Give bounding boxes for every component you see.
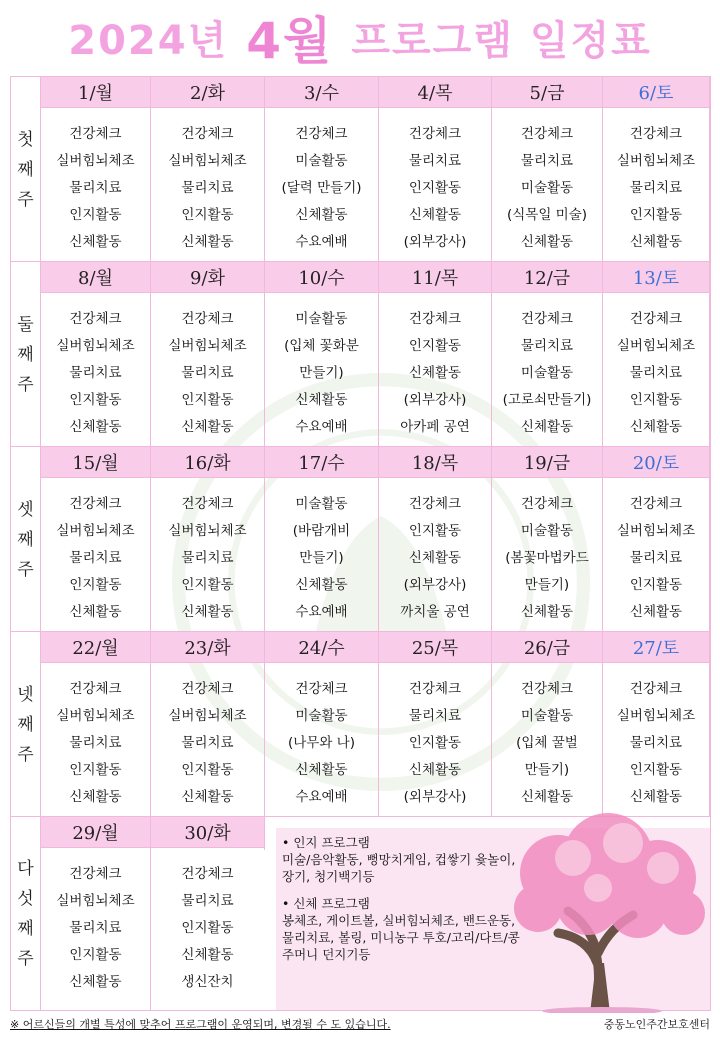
activity-item: (외부강사) xyxy=(403,234,467,250)
day-header: 11/목 xyxy=(379,262,491,293)
activity-item: 까치울 공연 xyxy=(400,604,470,620)
activity-item: 수요예배 xyxy=(295,234,348,250)
day-header: 1/월 xyxy=(41,77,150,108)
activity-item: 인지활동 xyxy=(629,392,683,408)
activity-item: (봄꽃마법카드 xyxy=(505,550,589,566)
day-cell xyxy=(603,77,710,262)
activity-item: 인지활동 xyxy=(181,577,234,593)
week-label-char: 첫 xyxy=(17,129,34,150)
title-year: 2024년 xyxy=(68,17,229,64)
physical-program-list: 봉체조, 게이트볼, 실버힘뇌체조, 밴드운동, 물리치료, 볼링, 미니농구 투호/고리/다트/콩주머니 던지기등 xyxy=(282,913,520,962)
activity-item: 인지활동 xyxy=(408,338,462,354)
activity-item: 신체활동 xyxy=(181,604,234,620)
activity-list xyxy=(492,293,602,441)
activity-item: 건강체크 xyxy=(629,126,683,142)
activity-item: 건강체크 xyxy=(629,311,683,327)
activity-item: 건강체크 xyxy=(181,866,234,882)
activity-item: (외부강사) xyxy=(403,789,467,805)
activity-item: 건강체크 xyxy=(69,311,122,327)
week-label xyxy=(11,77,41,262)
activity-item: 신체활동 xyxy=(520,604,574,620)
day-header: 3/수 xyxy=(265,77,378,108)
activity-item: 건강체크 xyxy=(181,311,234,327)
title-month: 4월 xyxy=(246,12,334,70)
activity-item: 실버힘뇌체조 xyxy=(616,338,696,354)
day-header: 15/월 xyxy=(41,447,150,478)
activity-item: 건강체크 xyxy=(69,681,122,697)
activity-item: 미술활동 xyxy=(520,708,574,724)
activity-item: (식목일 미술) xyxy=(506,207,588,223)
activity-item: 수요예배 xyxy=(295,604,348,620)
activity-item: 미술활동 xyxy=(295,153,348,169)
week-row xyxy=(11,447,710,632)
activity-list xyxy=(151,293,264,441)
activity-list xyxy=(41,663,150,811)
activity-item: 미술활동 xyxy=(520,365,574,381)
activity-list xyxy=(151,848,264,996)
day-header: 23/화 xyxy=(151,632,264,663)
activity-list xyxy=(492,663,602,811)
day-header: 30/화 xyxy=(151,817,264,848)
day-cell xyxy=(151,77,265,262)
activity-item: 수요예배 xyxy=(295,789,348,805)
activity-item: (달력 만들기) xyxy=(281,180,362,196)
activity-item: 만들기) xyxy=(299,365,344,381)
day-cell xyxy=(379,262,492,447)
day-header: 17/수 xyxy=(265,447,378,478)
day-cell xyxy=(492,447,603,632)
activity-item: 신체활동 xyxy=(520,234,574,250)
day-header: 25/목 xyxy=(379,632,491,663)
activity-item: 건강체크 xyxy=(181,126,234,142)
day-header: 20/토 xyxy=(603,447,709,478)
activity-item: 물리치료 xyxy=(69,365,122,381)
activity-list xyxy=(265,293,378,441)
activity-item: 물리치료 xyxy=(520,338,574,354)
day-cell xyxy=(41,632,151,817)
activity-item: 신체활동 xyxy=(629,789,683,805)
week-label-char: 셋 xyxy=(17,499,34,520)
week-row xyxy=(11,77,710,262)
activity-item: 건강체크 xyxy=(181,496,234,512)
activity-item: 미술활동 xyxy=(295,496,348,512)
day-cell xyxy=(265,77,379,262)
activity-list xyxy=(379,293,491,441)
day-cell xyxy=(603,262,710,447)
activity-list xyxy=(603,293,709,441)
activity-item: 물리치료 xyxy=(69,550,122,566)
day-header: 22/월 xyxy=(41,632,150,663)
activity-item: 신체활동 xyxy=(69,234,122,250)
activity-list xyxy=(151,663,264,811)
day-cell xyxy=(151,447,265,632)
page-title xyxy=(0,4,720,70)
day-cell xyxy=(492,632,603,817)
activity-item: 신체활동 xyxy=(181,234,234,250)
activity-item: 생신잔치 xyxy=(181,974,234,990)
activity-item: 미술활동 xyxy=(295,708,348,724)
activity-list xyxy=(379,478,491,626)
activity-item: 인지활동 xyxy=(69,577,122,593)
activity-item: 건강체크 xyxy=(629,681,683,697)
cherry-blossom-tree-icon xyxy=(498,803,713,1013)
activity-item: 건강체크 xyxy=(69,126,122,142)
activity-list xyxy=(151,108,264,256)
activity-item: 물리치료 xyxy=(69,180,122,196)
activity-list xyxy=(379,108,491,256)
week-label xyxy=(11,632,41,817)
activity-item: 실버힘뇌체조 xyxy=(616,153,696,169)
activity-item: 건강체크 xyxy=(181,681,234,697)
day-cell xyxy=(151,817,265,990)
activity-item: 건강체크 xyxy=(69,866,122,882)
activity-item: 미술활동 xyxy=(295,311,348,327)
activity-item: 실버힘뇌체조 xyxy=(616,523,696,539)
week-label-char: 주 xyxy=(17,559,34,580)
activity-item: (입체 꽃화분 xyxy=(284,338,359,354)
activity-item: 건강체크 xyxy=(69,496,122,512)
activity-item: 신체활동 xyxy=(69,789,122,805)
activity-item: 신체활동 xyxy=(408,365,462,381)
activity-item: 실버힘뇌체조 xyxy=(168,708,247,724)
activity-item: 인지활동 xyxy=(69,762,122,778)
activity-item: 물리치료 xyxy=(408,708,462,724)
activity-item: 실버힘뇌체조 xyxy=(56,893,135,909)
day-cell xyxy=(151,632,265,817)
activity-item: 인지활동 xyxy=(629,762,683,778)
day-cell xyxy=(41,77,151,262)
activity-item: 물리치료 xyxy=(181,735,234,751)
week-label-char: 째 xyxy=(17,159,34,180)
week-label-char: 섯 xyxy=(17,888,34,909)
activity-item: 인지활동 xyxy=(181,920,234,936)
activity-item: 인지활동 xyxy=(69,207,122,223)
physical-program-title: • 신체 프로그램 xyxy=(282,896,370,911)
activity-item: 실버힘뇌체조 xyxy=(56,153,135,169)
activity-item: 물리치료 xyxy=(181,550,234,566)
day-cell xyxy=(41,817,151,1010)
activity-item: 물리치료 xyxy=(69,735,122,751)
day-cell xyxy=(492,262,603,447)
week-label-char: 주 xyxy=(17,948,34,969)
day-header: 19/금 xyxy=(492,447,602,478)
day-cell xyxy=(603,632,710,817)
day-header: 26/금 xyxy=(492,632,602,663)
day-header: 10/수 xyxy=(265,262,378,293)
activity-item: 물리치료 xyxy=(629,180,683,196)
activity-list xyxy=(151,478,264,626)
day-cell xyxy=(41,447,151,632)
week-row xyxy=(11,632,710,817)
activity-list xyxy=(41,293,150,441)
day-header: 6/토 xyxy=(603,77,709,108)
activity-item: 건강체크 xyxy=(520,126,574,142)
activity-item: 신체활동 xyxy=(408,207,462,223)
activity-item: 물리치료 xyxy=(181,180,234,196)
activity-item: (외부강사) xyxy=(403,577,467,593)
activity-item: 미술활동 xyxy=(520,180,574,196)
week-label-char: 째 xyxy=(17,344,34,365)
activity-item: 건강체크 xyxy=(408,311,462,327)
activity-item: 만들기) xyxy=(524,762,570,778)
week-label-char: 째 xyxy=(17,918,34,939)
activity-list xyxy=(603,108,709,256)
activity-item: 신체활동 xyxy=(520,419,574,435)
week-label-char: 넷 xyxy=(17,684,34,705)
activity-item: 건강체크 xyxy=(408,126,462,142)
activity-item: 물리치료 xyxy=(520,153,574,169)
activity-item: 건강체크 xyxy=(520,681,574,697)
activity-list xyxy=(41,478,150,626)
week-label-char: 주 xyxy=(17,744,34,765)
activity-list xyxy=(603,478,709,626)
day-header: 16/화 xyxy=(151,447,264,478)
activity-list xyxy=(492,478,602,626)
activity-item: 신체활동 xyxy=(295,392,348,408)
activity-item: (바람개비 xyxy=(292,523,351,539)
activity-item: (외부강사) xyxy=(403,392,467,408)
activity-item: 신체활동 xyxy=(629,604,683,620)
activity-item: 물리치료 xyxy=(69,920,122,936)
activity-item: 실버힘뇌체조 xyxy=(616,708,696,724)
center-name: 중동노인주간보호센터 xyxy=(603,1018,710,1031)
activity-list xyxy=(265,478,378,626)
day-header: 29/월 xyxy=(41,817,150,848)
activity-item: 신체활동 xyxy=(295,762,348,778)
activity-item: 신체활동 xyxy=(69,604,122,620)
cognitive-program-list: 미술/음악활동, 뻥망치게임, 컵쌓기 윷놀이, 장기, 청기백기등 xyxy=(282,852,516,884)
activity-item: 인지활동 xyxy=(408,523,462,539)
activity-item: 실버힘뇌체조 xyxy=(168,523,247,539)
activity-list xyxy=(603,663,709,811)
activity-list xyxy=(265,108,378,256)
activity-item: 물리치료 xyxy=(181,893,234,909)
activity-item: 신체활동 xyxy=(408,550,462,566)
activity-item: 실버힘뇌체조 xyxy=(168,338,247,354)
week-row xyxy=(11,262,710,447)
day-header: 18/목 xyxy=(379,447,491,478)
day-cell xyxy=(265,447,379,632)
activity-item: 신체활동 xyxy=(181,947,234,963)
activity-item: 건강체크 xyxy=(295,681,348,697)
day-header: 13/토 xyxy=(603,262,709,293)
activity-item: 인지활동 xyxy=(69,392,122,408)
activity-item: 인지활동 xyxy=(181,207,234,223)
activity-item: 물리치료 xyxy=(629,550,683,566)
activity-item: 건강체크 xyxy=(629,496,683,512)
activity-item: 아카페 공연 xyxy=(400,419,470,435)
activity-item: 실버힘뇌체조 xyxy=(56,708,135,724)
activity-item: 신체활동 xyxy=(629,234,683,250)
activity-item: 건강체크 xyxy=(408,496,462,512)
activity-item: 실버힘뇌체조 xyxy=(56,338,135,354)
activity-item: 물리치료 xyxy=(629,735,683,751)
activity-item: 신체활동 xyxy=(69,419,122,435)
day-header: 27/토 xyxy=(603,632,709,663)
week-label-char: 주 xyxy=(17,189,34,210)
activity-list xyxy=(379,663,491,811)
activity-item: 인지활동 xyxy=(408,735,462,751)
week-label xyxy=(11,262,41,447)
activity-item: 인지활동 xyxy=(629,577,683,593)
activity-item: 물리치료 xyxy=(408,153,462,169)
activity-item: 신체활동 xyxy=(408,762,462,778)
day-header: 12/금 xyxy=(492,262,602,293)
week-label-char: 다 xyxy=(17,858,34,879)
activity-item: 수요예배 xyxy=(295,419,348,435)
day-cell xyxy=(265,632,379,817)
activity-item: 건강체크 xyxy=(295,126,348,142)
week-label-char: 둘 xyxy=(17,314,34,335)
activity-item: 실버힘뇌체조 xyxy=(56,523,135,539)
activity-item: 신체활동 xyxy=(295,577,348,593)
activity-item: (나무와 나) xyxy=(288,735,355,751)
activity-item: 신체활동 xyxy=(629,419,683,435)
activity-item: (입체 꿀벌 xyxy=(516,735,578,751)
week-label-char: 째 xyxy=(17,714,34,735)
day-header: 9/화 xyxy=(151,262,264,293)
title-rest: 프로그램 일정표 xyxy=(351,17,652,64)
day-cell xyxy=(492,77,603,262)
activity-item: 물리치료 xyxy=(181,365,234,381)
activity-item: 신체활동 xyxy=(69,974,122,990)
day-header: 2/화 xyxy=(151,77,264,108)
program-info-box xyxy=(276,828,710,1010)
week-label-char: 주 xyxy=(17,374,34,395)
activity-item: 실버힘뇌체조 xyxy=(168,153,247,169)
activity-item: 신체활동 xyxy=(295,207,348,223)
activity-item: 건강체크 xyxy=(520,496,574,512)
day-cell xyxy=(151,262,265,447)
activity-item: 미술활동 xyxy=(520,523,574,539)
day-header: 5/금 xyxy=(492,77,602,108)
activity-item: 인지활동 xyxy=(408,180,462,196)
day-header: 24/수 xyxy=(265,632,378,663)
activity-item: 건강체크 xyxy=(408,681,462,697)
activity-item: 신체활동 xyxy=(181,419,234,435)
day-cell xyxy=(41,262,151,447)
activity-item: (고로쇠만들기) xyxy=(502,392,592,408)
week-label xyxy=(11,447,41,632)
activity-item: 인지활동 xyxy=(629,207,683,223)
day-header: 8/월 xyxy=(41,262,150,293)
day-cell xyxy=(379,77,492,262)
week-label xyxy=(11,817,41,1010)
activity-list xyxy=(492,108,602,256)
schedule-table xyxy=(10,76,711,1011)
activity-item: 인지활동 xyxy=(181,762,234,778)
cognitive-program-title: • 인지 프로그램 xyxy=(282,835,370,850)
activity-item: 물리치료 xyxy=(629,365,683,381)
activity-item: 신체활동 xyxy=(181,789,234,805)
activity-item: 만들기) xyxy=(299,550,344,566)
day-cell xyxy=(379,447,492,632)
activity-item: 인지활동 xyxy=(181,392,234,408)
activity-list xyxy=(265,663,378,811)
activity-item: 인지활동 xyxy=(69,947,122,963)
activity-item: 신체활동 xyxy=(520,789,574,805)
activity-item: 만들기) xyxy=(524,577,570,593)
footer-note: ※ 어르신들의 개별 특성에 맞추어 프로그램이 운영되며, 변경될 수 도 있습니다. xyxy=(10,1018,391,1031)
activity-list xyxy=(41,108,150,256)
week-label-char: 째 xyxy=(17,529,34,550)
day-cell xyxy=(265,262,379,447)
day-cell xyxy=(603,447,710,632)
activity-list xyxy=(41,848,150,996)
day-cell xyxy=(379,632,492,817)
day-header: 4/목 xyxy=(379,77,491,108)
activity-item: 건강체크 xyxy=(520,311,574,327)
